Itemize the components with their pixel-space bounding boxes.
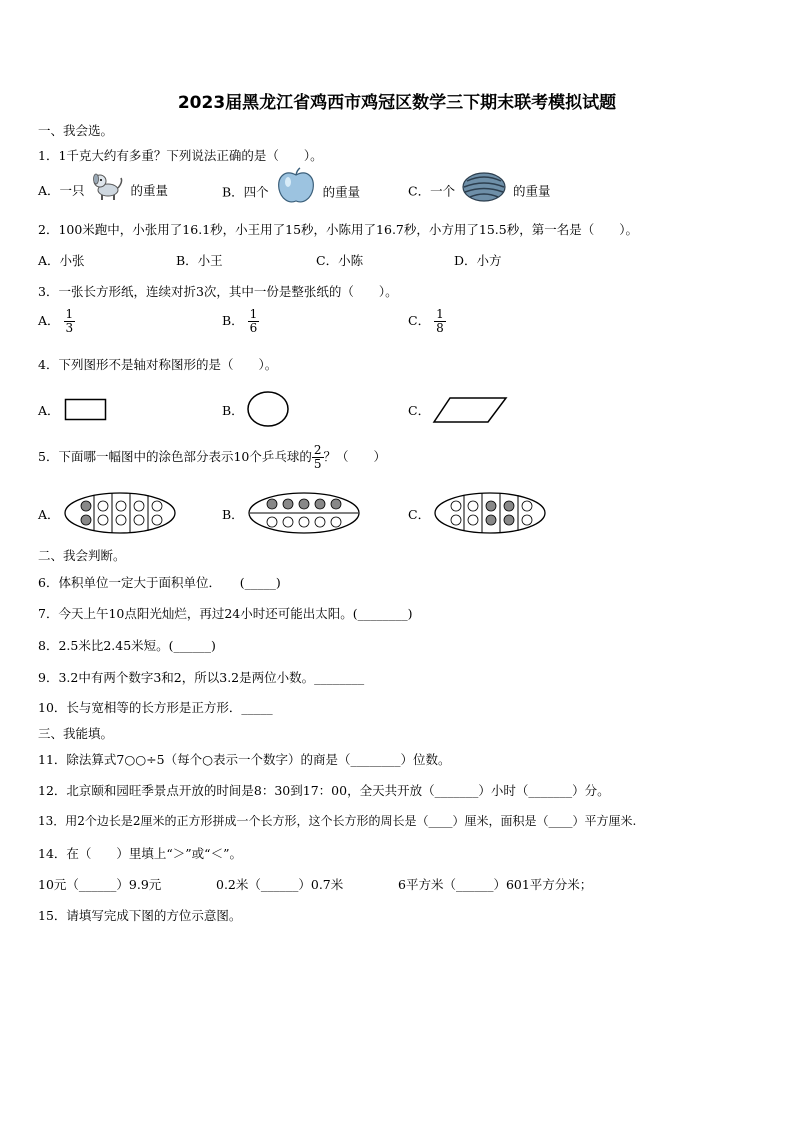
question-1-stem: 1．1千克大约有多重？下列说法正确的是（ ）。 — [38, 148, 323, 163]
q14-item-c: 6平方米（______）601平方分米； — [398, 877, 593, 892]
q2-option-b: B．小王 — [176, 253, 223, 268]
q3-option-c-label: C． — [408, 313, 431, 329]
q1-option-a-prefix: A．一只 — [38, 183, 85, 198]
q5-stem-prefix: 5．下面哪一幅图中的涂色部分表示10个乒乓球的 — [38, 449, 312, 465]
question-8: 8．2.5米比2.45米短。(______) — [38, 638, 216, 653]
q1-option-c — [408, 181, 551, 203]
rectangle-shape-icon — [64, 398, 108, 422]
watermelon-icon — [461, 171, 507, 203]
q3-option-c — [408, 308, 446, 335]
question-12: 12．北京颐和园旺季景点开放的时间是8：30到17：00，全天共开放（_______）小时（_______）分。 — [38, 783, 610, 798]
q3-option-b-label: B． — [222, 313, 244, 329]
question-10: 10．长与宽相等的长方形是正方形．_____ — [38, 700, 273, 715]
q5-option-c-label: C． — [408, 507, 431, 522]
fraction-denominator: 8 — [436, 321, 444, 336]
parallelogram-shape-icon — [432, 396, 508, 424]
section-heading-2: 二、我会判断。 — [38, 548, 126, 563]
fraction-denominator: 6 — [249, 321, 258, 336]
q1-option-a — [38, 181, 168, 202]
ball-diagram-a-icon — [62, 490, 178, 536]
question-4-stem: 4．下列图形不是轴对称图形的是（ ）。 — [38, 357, 278, 372]
q3-option-a-label: A． — [38, 313, 60, 329]
q4-option-b-label: B． — [222, 403, 244, 418]
q1-option-b-suffix: 的重量 — [322, 184, 361, 200]
q1-option-a-suffix: 的重量 — [130, 183, 169, 198]
q3-option-a — [38, 308, 75, 335]
q4-option-a-label: A． — [38, 403, 60, 418]
fraction-denominator: 3 — [65, 321, 74, 336]
fraction-numerator: 1 — [249, 307, 258, 321]
section-heading-3: 三、我能填。 — [38, 726, 114, 741]
q3-option-a-fraction — [64, 308, 76, 335]
fraction-denominator: 5 — [313, 457, 322, 472]
page-title: 2023届黑龙江省鸡西市鸡冠区数学三下期末联考模拟试题 — [177, 93, 617, 113]
question-15: 15．请填写完成下图的方位示意图。 — [38, 908, 242, 923]
q2-option-a: A．小张 — [38, 253, 85, 268]
q4-option-c-label: C． — [408, 403, 431, 418]
q3-option-c-fraction — [434, 308, 446, 335]
question-3-stem: 3．一张长方形纸，连续对折3次，其中一份是整张纸的（ ）。 — [38, 284, 398, 299]
dog-icon — [91, 170, 125, 202]
fraction-numerator: 1 — [436, 307, 444, 321]
question-7: 7．今天上午10点阳光灿烂，再过24小时还可能出太阳。(________) — [38, 606, 413, 621]
q5-fraction — [312, 444, 324, 471]
ball-diagram-c-icon — [432, 490, 548, 536]
q1-option-c-suffix: 的重量 — [513, 183, 551, 199]
q14-item-a: 10元（______）9.9元 — [38, 877, 162, 892]
q5-option-a-label: A． — [38, 507, 60, 522]
fraction-numerator: 1 — [65, 307, 74, 321]
q2-option-c: C．小陈 — [316, 253, 364, 268]
q3-option-b — [222, 308, 259, 335]
question-11: 11．除法算式7○○÷5（每个○表示一个数字）的商是（________）位数。 — [38, 752, 451, 767]
question-14: 14．在（ ）里填上“＞”或“＜”。 — [38, 846, 242, 861]
circle-shape-icon — [246, 390, 292, 428]
question-6: 6．体积单位一定大于面积单位． (_____) — [38, 575, 281, 590]
ball-diagram-b-icon — [246, 490, 362, 536]
section-heading-1: 一、我会选。 — [38, 123, 114, 138]
q3-option-b-fraction — [248, 308, 260, 335]
q1-option-b-prefix: B．四个 — [222, 184, 269, 200]
question-9: 9．3.2中有两个数字3和2，所以3.2是两位小数。________ — [38, 670, 365, 685]
q5-stem-suffix: ？（ ） — [323, 449, 387, 465]
question-2-stem: 2．100米跑中，小张用了16.1秒，小王用了15秒，小陈用了16.7秒，小方用了15.5秒，第一名是（ ）。 — [38, 222, 638, 237]
q5-option-b-label: B． — [222, 507, 244, 522]
question-13: 13．用2个边长是2厘米的正方形拼成一个长方形，这个长方形的周长是（____）厘米，面积是（____）平方厘米. — [38, 814, 637, 828]
apple-icon — [275, 167, 317, 205]
q2-option-d: D．小方 — [454, 253, 502, 268]
q14-item-b: 0.2米（______）0.7米 — [216, 877, 344, 892]
q1-option-c-prefix: C．一个 — [408, 183, 456, 199]
q1-option-b — [222, 181, 360, 205]
fraction-numerator: 2 — [313, 443, 322, 457]
question-5-stem — [38, 444, 386, 471]
